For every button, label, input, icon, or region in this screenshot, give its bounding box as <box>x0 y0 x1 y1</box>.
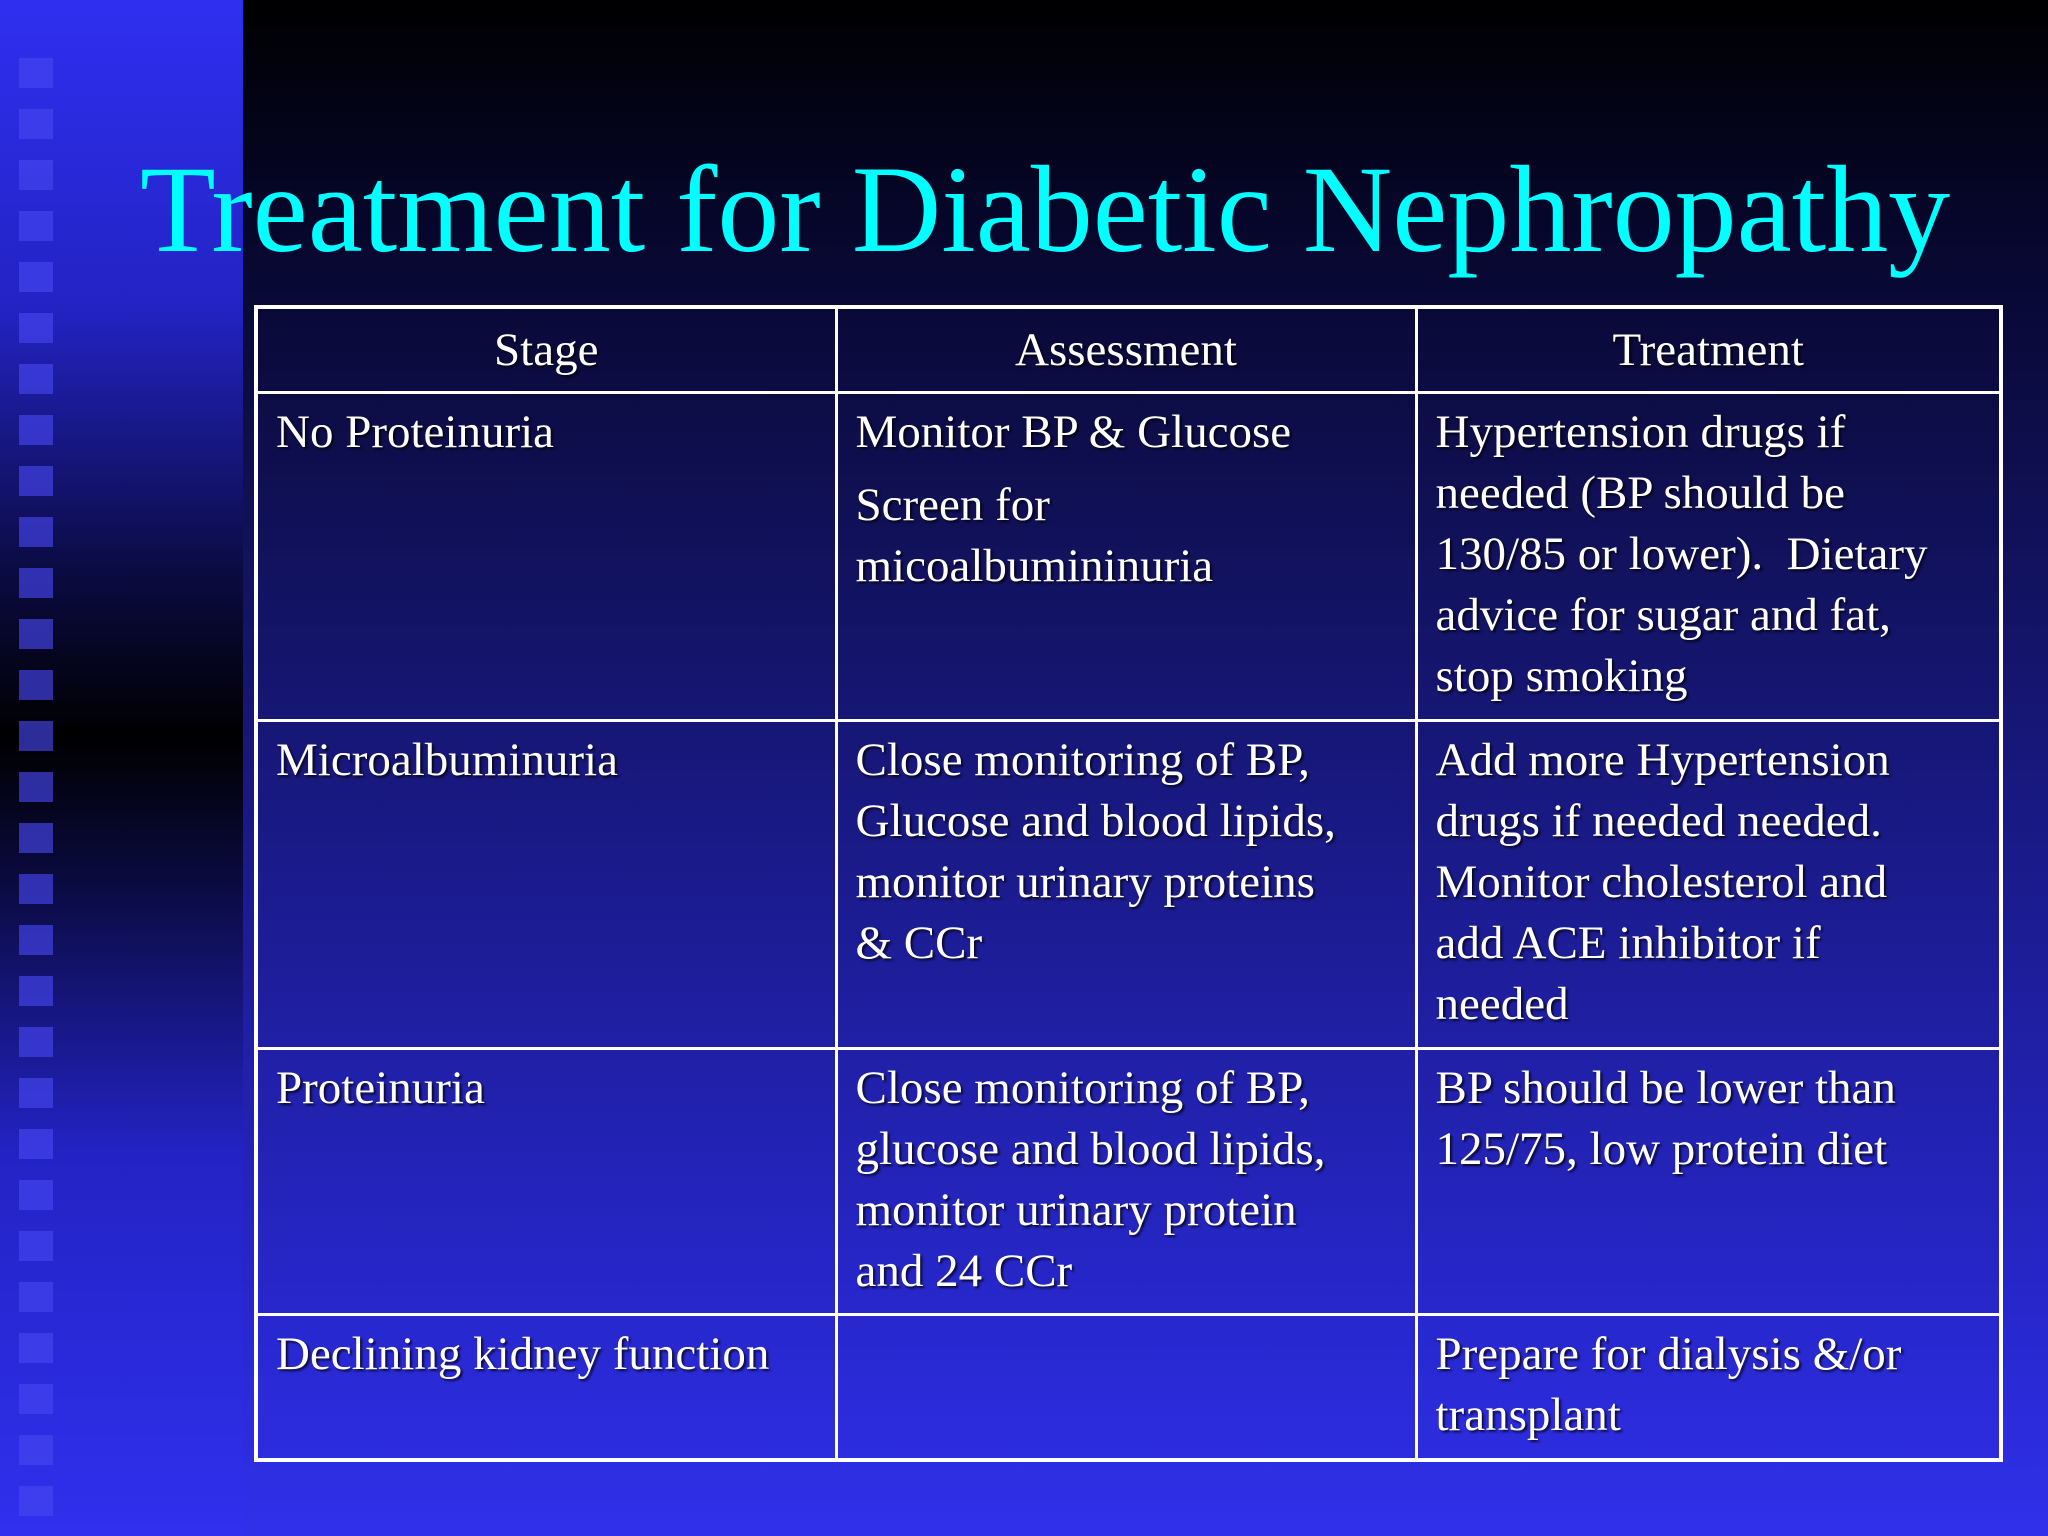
stage-cell <box>256 393 836 721</box>
treatment-line: Hypertension drugs if <box>1435 406 1846 458</box>
treatment-line: transplant <box>1435 1389 1621 1442</box>
assessment-line: Screen for <box>855 479 1050 531</box>
treatment-line: drugs if needed needed. <box>1435 795 1882 848</box>
treatment-line: BP should be lower than <box>1435 1062 1896 1115</box>
table-row <box>256 1049 2001 1315</box>
assessment-line: Glucose and blood lipids, <box>855 795 1336 848</box>
stage-text: Microalbuminuria <box>276 734 618 787</box>
stage-cell <box>256 1049 836 1315</box>
treatment-line: Monitor cholesterol and <box>1435 856 1888 909</box>
treatment-cell <box>1416 1315 2001 1460</box>
table-row <box>256 721 2001 1049</box>
stage-cell <box>256 721 836 1049</box>
slide-title: Treatment for Diabetic Nephropathy <box>140 141 1951 278</box>
treatment-line: Prepare for dialysis &/or <box>1435 1328 1902 1381</box>
treatment-line: add ACE inhibitor if <box>1435 917 1821 970</box>
assessment-line: Close monitoring of BP, <box>855 1062 1310 1115</box>
decorative-square-column <box>19 58 53 1518</box>
assessment-line: glucose and blood lipids, <box>855 1123 1326 1176</box>
assessment-line: micoalbumininuria <box>855 540 1214 592</box>
treatment-table <box>254 305 2003 1462</box>
assessment-line: monitor urinary protein <box>855 1184 1297 1237</box>
stage-text: Proteinuria <box>276 1062 485 1115</box>
treatment-cell <box>1416 721 2001 1049</box>
table-row <box>256 1315 2001 1460</box>
treatment-line: advice for sugar and fat, <box>1435 589 1891 641</box>
assessment-cell <box>836 1049 1416 1315</box>
treatment-line: Add more Hypertension <box>1435 734 1890 787</box>
treatment-line: 130/85 or lower). Dietary <box>1435 528 1928 580</box>
treatment-cell <box>1416 1049 2001 1315</box>
stage-text: Declining kidney function <box>276 1328 770 1381</box>
header-stage: Stage <box>256 307 836 393</box>
treatment-line: needed <box>1435 978 1569 1031</box>
assessment-line: monitor urinary proteins <box>855 856 1315 909</box>
assessment-cell <box>836 393 1416 721</box>
assessment-line: and 24 CCr <box>855 1245 1073 1298</box>
header-treatment: Treatment <box>1416 307 2001 393</box>
table-header-row <box>256 307 2001 393</box>
table-row <box>256 393 2001 721</box>
treatment-line: 125/75, low protein diet <box>1435 1123 1888 1176</box>
stage-cell <box>256 1315 836 1460</box>
treatment-cell <box>1416 393 2001 721</box>
assessment-cell <box>836 721 1416 1049</box>
treatment-line: stop smoking <box>1435 650 1688 702</box>
assessment-cell <box>836 1315 1416 1460</box>
assessment-line: Close monitoring of BP, <box>855 734 1310 787</box>
treatment-line: needed (BP should be <box>1435 467 1845 519</box>
header-assessment: Assessment <box>836 307 1416 393</box>
stage-text: No Proteinuria <box>276 406 555 458</box>
assessment-line: Monitor BP & Glucose <box>855 406 1292 458</box>
assessment-line: & CCr <box>855 917 983 970</box>
